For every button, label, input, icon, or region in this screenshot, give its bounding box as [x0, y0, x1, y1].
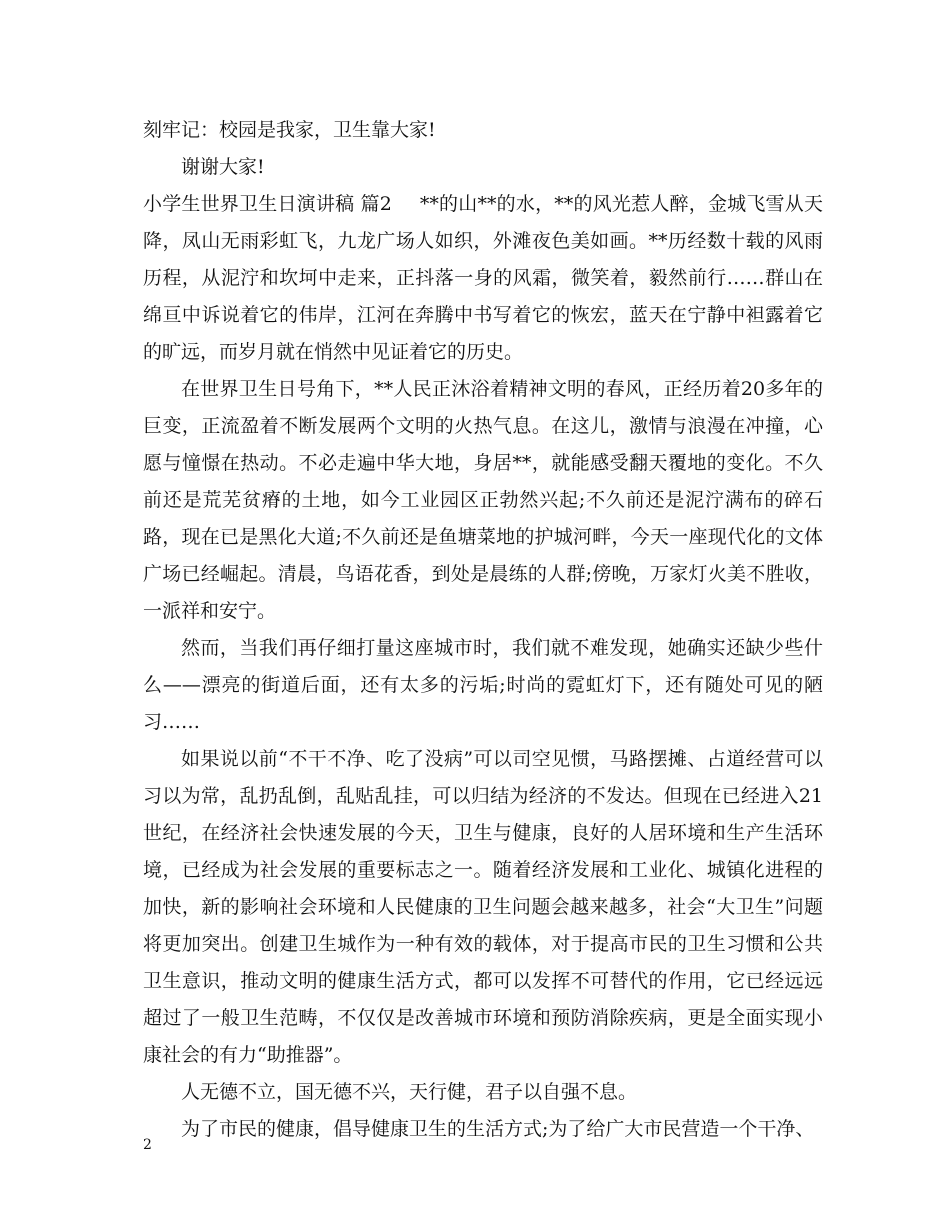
paragraph-1: 刻牢记：校园是我家，卫生靠大家! — [143, 119, 436, 141]
paragraph-4: 在世界卫生日号角下，**人民正沐浴着精神文明的春风，正经历着20多年的巨变，正流盈着不断发展两个文明的火热气息。在这儿，激情与浪漫在冲撞，心愿与憧憬在热动。不必走遍中华大地，身居**，就能感受翻天覆地的变化。不久前还是荒芜贫瘠的土地，如今工业园区正勃然兴起;不久前还是泥泞满布的碎石路，现在已是黑化大道;不久前还是鱼塘菜地的护城河畔，今天一座现代化的文体广场已经崛起。清晨，鸟语花香，到处是晨练的人群;傍晚，万家灯火美不胜收，一派祥和安宁。 — [143, 378, 823, 622]
paragraph-3 — [143, 186, 823, 371]
paragraph-7: 人无德不立，国无德不兴，天行健，君子以自强不息。 — [181, 1081, 638, 1103]
paragraph-2: 谢谢大家! — [181, 156, 265, 178]
paragraph-3-text: **的山**的水，**的风光惹人醉，金城飞雪从天降，凤山无雨彩虹飞，九龙广场人如织，外滩夜色美如画。**历经数十载的风雨历程，从泥泞和坎坷中走来，正抖落一身的风霜，微笑着，毅然前行……群山在绵亘中诉说着它的伟岸，江河在奔腾中书写着它的恢宏，蓝天在宁静中袒露着它的旷远，而岁月就在悄然中见证着它的历史。 — [143, 193, 823, 363]
paragraph-5: 然而，当我们再仔细打量这座城市时，我们就不难发现，她确实还缺少些什么——漂亮的街道后面，还有太多的污垢;时尚的霓虹灯下，还有随处可见的陋习…… — [143, 637, 823, 733]
document-body — [143, 112, 823, 1148]
page-number: 2 — [143, 1137, 152, 1153]
paragraph-6: 如果说以前“不干不净、吃了没病”可以司空见惯，马路摆摊、占道经营可以习以为常，乱扔乱倒，乱贴乱挂，可以归结为经济的不发达。但现在已经进入21世纪，在经济社会快速发展的今天，卫生与健康，良好的人居环境和生产生活环境，已经成为社会发展的重要标志之一。随着经济发展和工业化、城镇化进程的加快，新的影响社会环境和人民健康的卫生问题会越来越多，社会“大卫生”问题将更加突出。创建卫生城作为一种有效的载体，对于提高市民的卫生习惯和公共卫生意识，推动文明的健康生活方式，都可以发挥不可替代的作用，它已经远远超过了一般卫生范畴，不仅仅是改善城市环境和预防消除疾病，更是全面实现小康社会的有力“助推器”。 — [143, 748, 823, 1066]
paragraph-8: 为了市民的健康，倡导健康卫生的生活方式;为了给广大市民营造一个干净、 — [181, 1118, 815, 1140]
speech-title: 小学生世界卫生日演讲稿 篇2 — [143, 193, 392, 215]
